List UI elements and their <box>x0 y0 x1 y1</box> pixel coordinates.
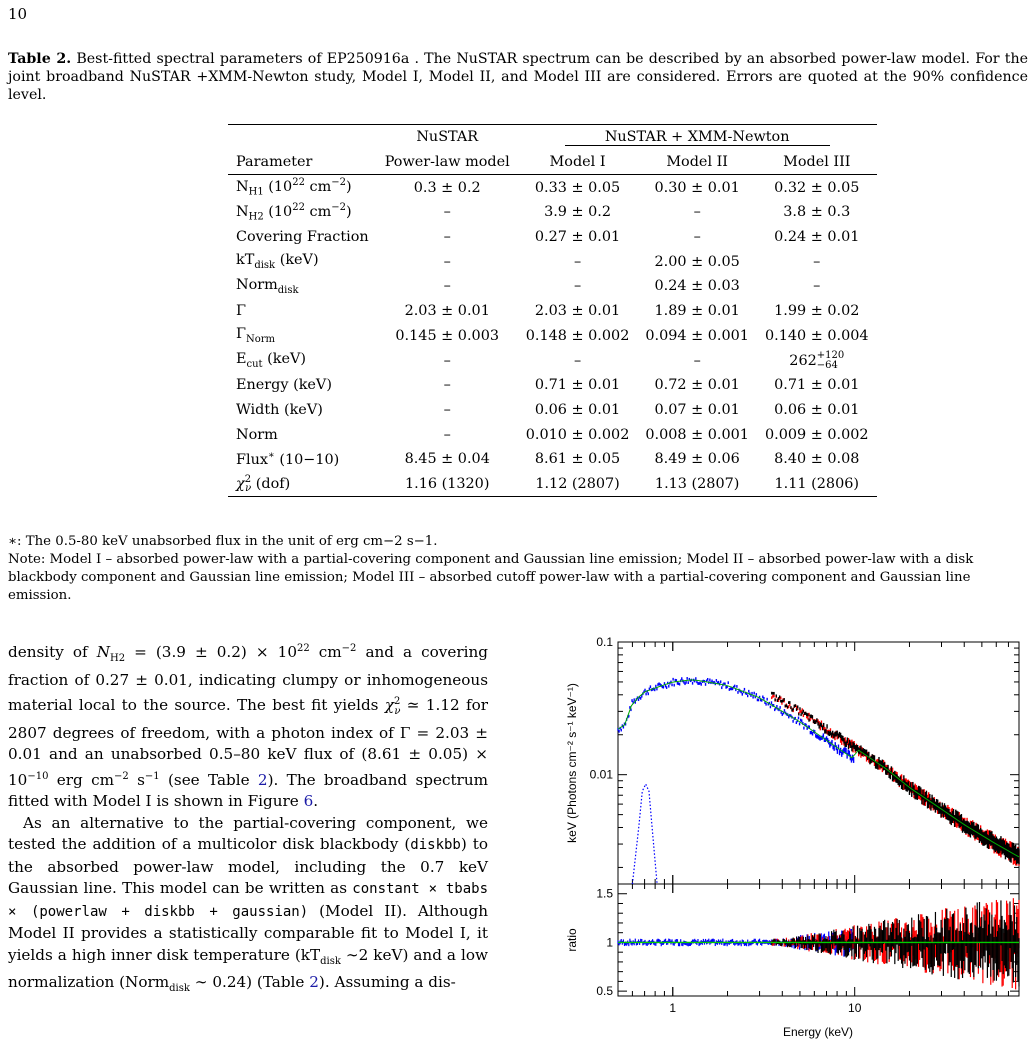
table-cell: 1.16 (1320) <box>377 472 518 497</box>
x-tick-label: 10 <box>848 1001 862 1015</box>
gaussian-line-component <box>632 784 657 884</box>
param-flux: Flux∗ (10−10) <box>236 450 340 469</box>
param-nh2: $N_{H2}$ ($10^{22}$ $cm^{-2}$) <box>236 202 352 223</box>
table-cell: 0.3 ± 0.2 <box>413 179 481 196</box>
table-cell: – <box>693 204 701 221</box>
table-cell: 8.45 ± 0.04 <box>404 451 490 468</box>
table-cell: – <box>443 278 451 295</box>
table-cell: – <box>443 352 451 369</box>
table-cell: 3.8 ± 0.3 <box>783 204 851 221</box>
table-cell: 0.33 ± 0.05 <box>534 179 621 196</box>
table-cell: 8.49 ± 0.06 <box>654 451 740 468</box>
table-cell: 0.72 ± 0.01 <box>654 377 740 394</box>
col-model-3: Model III <box>757 150 877 175</box>
table-ref-link[interactable]: 2 <box>309 973 319 992</box>
table-cell: 2.00 ± 0.05 <box>654 253 740 270</box>
table-caption <box>8 50 1028 104</box>
table-cell: – <box>443 204 451 221</box>
spectrum-panel <box>618 642 1019 884</box>
y-tick-label: 0.5 <box>596 984 613 999</box>
table-row <box>228 422 877 447</box>
table-cell: – <box>573 278 582 295</box>
table-row <box>228 249 877 274</box>
table-row <box>228 299 877 324</box>
caption-label: Table 2. <box>8 51 72 67</box>
table-cell: – <box>443 426 451 443</box>
table-cell: 0.06 ± 0.01 <box>774 401 860 418</box>
table-cell: 0.009 ± 0.002 <box>764 426 869 443</box>
table-row <box>228 348 877 373</box>
table-cell: 0.71 ± 0.01 <box>774 377 860 394</box>
group-nustar: NuSTAR <box>416 129 479 146</box>
table-cell: – <box>693 229 701 246</box>
param-nh1: $N_{H1}$ ($10^{22}$ $cm^{-2}$) <box>236 177 352 199</box>
page-number: 10 <box>8 5 28 23</box>
table-cell: – <box>443 253 451 270</box>
table-cell: 0.06 ± 0.01 <box>534 401 621 418</box>
x-tick-label: 1 <box>669 1001 677 1015</box>
body-text <box>8 638 488 1000</box>
param-ktdisk: $kT_{disk}$ (keV) <box>236 252 319 272</box>
table-cell: 8.61 ± 0.05 <box>534 451 621 468</box>
param-gamma: Γ <box>236 303 246 320</box>
y-axis-label-bottom: ratio <box>565 928 579 952</box>
parameters-table <box>228 124 877 497</box>
param-energy: Energy (keV) <box>236 377 332 394</box>
top-panel-frame <box>618 642 1019 884</box>
table-cell: 1.11 (2806) <box>757 472 877 497</box>
table-cell: – <box>443 401 451 418</box>
col-model-1: Model I <box>518 150 638 175</box>
table-cell: – <box>813 278 821 295</box>
model-note: Note: Model I – absorbed power-law with a partial-covering component and Gaussian line emission; Model II – absorbed power-law with a disk blackbody component and Gaussian line emission; Model III – absorbed cutoff power-law with a partial-covering component and Gaussian line emission. <box>8 552 974 603</box>
table-header-row <box>228 125 877 150</box>
table-cell: 1.89 ± 0.01 <box>654 303 740 320</box>
table-cell: 0.24 ± 0.03 <box>654 278 740 295</box>
col-model-2: Model II <box>637 150 757 175</box>
table-row <box>228 175 877 200</box>
param-gamma-norm: $\Gamma_{Norm}$ <box>236 326 276 346</box>
table-cell: – <box>573 352 582 369</box>
table-header-row <box>228 150 877 175</box>
figure-ref-link[interactable]: 6 <box>303 792 314 811</box>
table-cell: 0.30 ± 0.01 <box>654 179 740 196</box>
col-parameter: Parameter <box>228 150 377 175</box>
spectrum-figure <box>548 626 1024 1046</box>
table-cell: 0.07 ± 0.01 <box>654 401 740 418</box>
x-axis-label: Energy (keV) <box>782 1025 854 1039</box>
paragraph: As an alternative to the partial-covering component, we tested the addition of a multicolor disk blackbody (diskbb) to the absorbed power-law model, including the 0.7 keV Gaussian line. This model can be written as constant × tbabs × (powerlaw + diskbb + gaussian) (Model II). Although Model II provides a statistically comparable fit to Model I, it yields a high inner disk temperature ($kT_{disk}$ ∼2 keV) and a low normalization (Norm$_{disk}$ ∼ 0.24) (Table 2). Assuming a dis- <box>8 813 489 995</box>
table-cell: 0.27 ± 0.01 <box>534 229 621 246</box>
table-cell: 0.140 ± 0.004 <box>764 327 869 344</box>
flux-footnote: ∗: The 0.5-80 keV unabsorbed flux in the unit of erg cm−2 s−1. <box>8 534 438 549</box>
table-cell: 1.13 (2807) <box>637 472 757 497</box>
table-cell: 2.03 ± 0.01 <box>404 303 490 320</box>
table-row <box>228 472 877 497</box>
paragraph: density of $N_{H2} = (3.9 \pm 0.2) \times 10^{22}$ $cm^{-2}$ and a covering fraction of 0.27 ± 0.01, indicating clumpy or inhomogeneous material local to the source. The best fit yields $\chi^2_\nu$ ≃ 1.12 for 2807 degrees of freedom, with a photon index of Γ = 2.03 ± 0.01 and an unabsorbed 0.5–80 keV flux of $(8.61 \pm 0.05) \times 10^{-10}$ erg $cm^{-2}$ $s^{-1}$ (see Table 2). The broadband spectrum fitted with Model I is shown in Figure 6. <box>8 643 488 811</box>
param-norm: Norm <box>236 426 278 443</box>
table-row <box>228 200 877 225</box>
col-powerlaw: Power-law model <box>377 150 518 175</box>
param-chi2: $\chi^2_\nu$ (dof) <box>228 472 377 497</box>
table-cell: – <box>573 253 582 270</box>
table-cell: – <box>813 253 821 270</box>
table-row <box>228 373 877 398</box>
table-cell: 0.24 ± 0.01 <box>774 229 860 246</box>
table-cell: 1.12 (2807) <box>518 472 638 497</box>
param-covering: Covering Fraction <box>236 229 369 246</box>
table-notes <box>8 533 1028 605</box>
table-cell: 3.9 ± 0.2 <box>544 204 612 221</box>
table-cell: – <box>693 352 701 369</box>
group-joint: NuSTAR + XMM-Newton <box>565 129 830 146</box>
model-curve <box>618 680 1019 857</box>
y-tick-label: 1.5 <box>596 886 613 901</box>
param-ecut: $E_{cut}$ (keV) <box>236 351 307 370</box>
table-cell: – <box>443 377 451 394</box>
y-axis-label-top: keV (Photons cm⁻² s⁻¹ keV⁻¹) <box>565 683 579 843</box>
table-cell: 0.094 ± 0.001 <box>645 327 749 344</box>
param-normdisk: Norm$_{disk}$ <box>236 277 299 296</box>
table-row <box>228 225 877 250</box>
table-cell-ecut: 262 +120 −64 <box>789 349 845 371</box>
table-row <box>228 398 877 423</box>
y-tick-label: 0.01 <box>589 767 613 782</box>
table-cell: 0.71 ± 0.01 <box>534 377 621 394</box>
table-row <box>228 274 877 299</box>
table-cell: 2.03 ± 0.01 <box>534 303 621 320</box>
table-cell: 0.145 ± 0.003 <box>395 327 500 344</box>
param-width: Width (keV) <box>236 401 323 418</box>
table-cell: 0.010 ± 0.002 <box>525 426 630 443</box>
table-cell: 8.40 ± 0.08 <box>774 451 860 468</box>
table-row <box>228 324 877 349</box>
y-tick-label: 1 <box>606 935 613 950</box>
caption-text: Best-fitted spectral parameters of EP250916a . The NuSTAR spectrum can be described by an absorbed power-law model. For the joint broadband NuSTAR +XMM-Newton study, Model I, Model II, and Model III are considered. Errors are quoted at the 90% confidence level. <box>8 51 1028 103</box>
y-tick-label: 0.1 <box>596 635 613 649</box>
table-cell: – <box>443 229 451 246</box>
table-ref-link[interactable]: 2 <box>257 770 268 789</box>
table-cell: 0.32 ± 0.05 <box>774 179 860 196</box>
table-cell: 0.148 ± 0.002 <box>525 327 630 344</box>
table-cell: 1.99 ± 0.02 <box>774 303 860 320</box>
table-row <box>228 447 877 472</box>
table-cell: 0.008 ± 0.001 <box>645 426 749 443</box>
